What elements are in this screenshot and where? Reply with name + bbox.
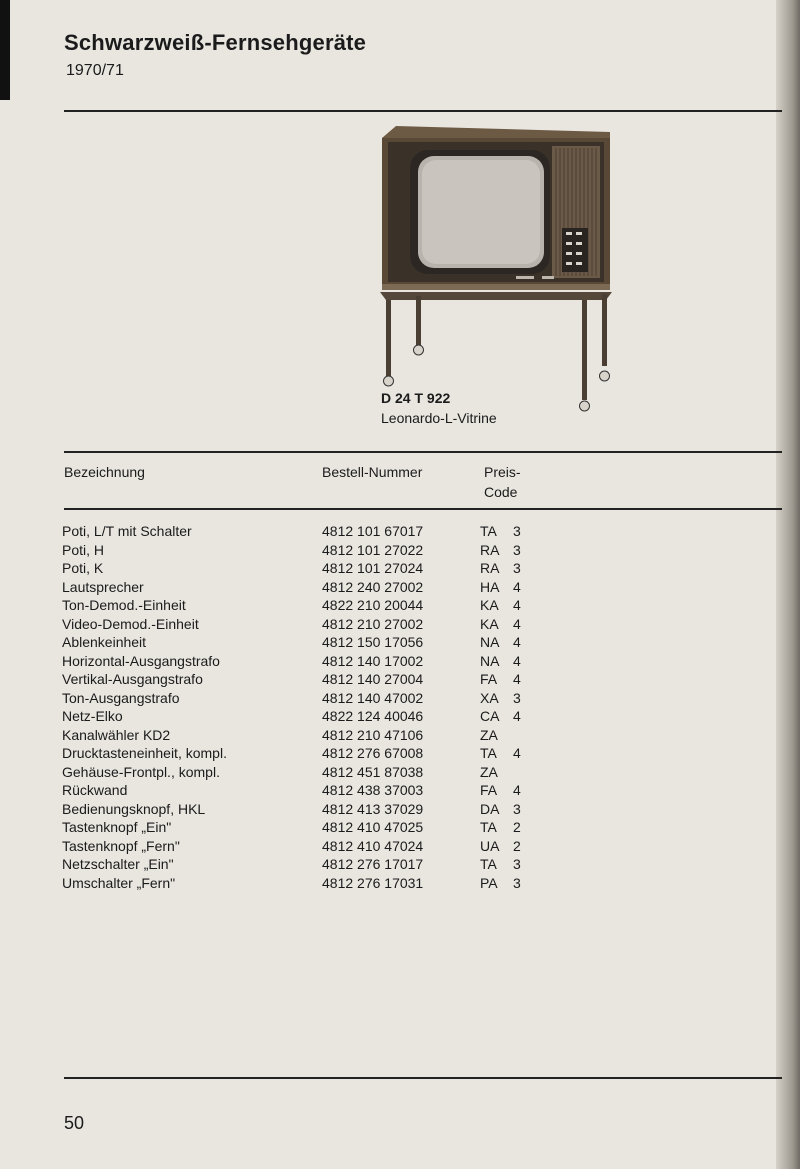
price-level: 3: [513, 689, 521, 706]
part-name: Poti, K: [62, 560, 104, 576]
table-row: [62, 615, 542, 634]
footer-rule: [64, 1077, 782, 1079]
order-number: 4812 413 37029: [322, 800, 424, 817]
price-code: RA: [480, 541, 500, 558]
table-row: [62, 726, 542, 745]
table-row: [62, 633, 542, 652]
part-name: Ton-Demod.-Einheit: [62, 597, 186, 613]
order-number: 4812 101 67017: [322, 523, 424, 539]
column-header-price-code-line2: Code: [484, 484, 518, 500]
price-level: 3: [513, 541, 521, 558]
price-level: 4: [513, 615, 521, 632]
table-row: [62, 652, 542, 671]
price-code: NA: [480, 652, 500, 669]
table-header-rule: [64, 508, 782, 510]
page-edge-shadow: [776, 0, 800, 1169]
part-name: Rückwand: [62, 782, 128, 798]
order-number: 4812 140 27004: [322, 671, 424, 687]
order-number: 4812 240 27002: [322, 578, 424, 595]
order-number: 4812 410 47025: [322, 819, 424, 835]
price-code: XA: [480, 689, 499, 706]
order-number: 4812 410 47024: [322, 837, 424, 854]
order-number: 4812 438 37003: [322, 782, 424, 798]
table-row: [62, 707, 542, 726]
order-number: 4812 140 47002: [322, 689, 424, 706]
television-cabinet-icon: [376, 124, 616, 419]
page-corner-tab: [0, 0, 10, 100]
table-row: [62, 541, 542, 560]
price-level: 3: [513, 874, 521, 891]
order-number: 4812 101 27022: [322, 541, 424, 558]
price-code: PA: [480, 874, 498, 891]
order-number: 4812 276 17017: [322, 856, 424, 872]
part-name: Kanalwähler KD2: [62, 726, 171, 743]
price-level: 4: [513, 745, 521, 761]
column-header-order-number: Bestell-Nummer: [322, 464, 423, 480]
price-code: FA: [480, 671, 498, 687]
part-name: Tastenknopf „Ein": [62, 819, 172, 835]
part-name: Umschalter „Fern": [62, 874, 176, 891]
page-subtitle: 1970/71: [66, 62, 124, 79]
table-row: [62, 578, 542, 597]
table-row: [62, 818, 542, 837]
order-number: 4812 276 67008: [322, 745, 424, 761]
part-name: Gehäuse-Frontpl., kompl.: [62, 763, 220, 780]
price-code: HA: [480, 578, 500, 595]
part-name: Tastenknopf „Fern": [62, 837, 180, 854]
price-code: TA: [480, 523, 497, 539]
price-level: 4: [513, 634, 521, 650]
table-row: [62, 744, 542, 763]
order-number: 4812 150 17056: [322, 634, 424, 650]
price-code: KA: [480, 597, 499, 613]
price-code: NA: [480, 634, 500, 650]
order-number: 4812 451 87038: [322, 763, 424, 780]
header-rule: [64, 110, 782, 112]
part-name: Vertikal-Ausgangstrafo: [62, 671, 203, 687]
column-header-designation: Bezeichnung: [64, 464, 145, 480]
order-number: 4812 210 47106: [322, 726, 424, 743]
table-row: [62, 855, 542, 874]
price-code: FA: [480, 782, 498, 798]
product-model: D 24 T 922: [381, 390, 451, 406]
table-row: [62, 670, 542, 689]
table-row: [62, 800, 542, 819]
price-code: TA: [480, 856, 497, 872]
price-level: 2: [513, 819, 521, 835]
page-number: 50: [64, 1113, 85, 1133]
table-top-rule: [64, 451, 782, 453]
table-row: [62, 781, 542, 800]
part-name: Poti, H: [62, 541, 105, 558]
price-code: CA: [480, 708, 500, 724]
table-row: [62, 763, 542, 782]
table-row: [62, 874, 542, 893]
price-level: 4: [513, 782, 521, 798]
price-code: TA: [480, 745, 497, 761]
order-number: 4812 101 27024: [322, 560, 424, 576]
price-code: KA: [480, 615, 499, 632]
price-level: 2: [513, 837, 521, 854]
part-name: Ablenkeinheit: [62, 634, 147, 650]
order-number: 4812 210 27002: [322, 615, 424, 632]
parts-table-body: [62, 522, 542, 892]
price-level: 4: [513, 708, 521, 724]
price-level: 4: [513, 671, 521, 687]
price-code: TA: [480, 819, 497, 835]
price-level: 4: [513, 578, 521, 595]
part-name: Video-Demod.-Einheit: [62, 615, 199, 632]
price-code: UA: [480, 837, 500, 854]
page-title: Schwarzweiß-Fernsehgeräte: [64, 30, 367, 55]
price-level: 4: [513, 597, 521, 613]
table-row: [62, 559, 542, 578]
table-row: [62, 596, 542, 615]
part-name: Ton-Ausgangstrafo: [62, 689, 180, 706]
price-code: ZA: [480, 763, 498, 780]
price-code: DA: [480, 800, 500, 817]
part-name: Horizontal-Ausgangstrafo: [62, 652, 220, 669]
price-level: 3: [513, 560, 521, 576]
column-header-price-code: [484, 462, 521, 502]
order-number: 4812 140 17002: [322, 652, 424, 669]
price-code: ZA: [480, 726, 498, 743]
part-name: Netz-Elko: [62, 708, 123, 724]
part-name: Poti, L/T mit Schalter: [62, 523, 192, 539]
part-name: Bedienungsknopf, HKL: [62, 800, 206, 817]
price-level: 3: [513, 800, 521, 817]
part-name: Drucktasteneinheit, kompl.: [62, 745, 227, 761]
price-level: 3: [513, 856, 521, 872]
table-row: [62, 689, 542, 708]
part-name: Lautsprecher: [62, 578, 144, 595]
table-row: [62, 522, 542, 541]
order-number: 4812 276 17031: [322, 874, 424, 891]
order-number: 4822 210 20044: [322, 597, 424, 613]
table-row: [62, 837, 542, 856]
price-code: RA: [480, 560, 500, 576]
product-name: Leonardo-L-Vitrine: [381, 410, 497, 426]
column-header-price-code-line1: Preis-: [484, 464, 521, 480]
price-level: 3: [513, 523, 521, 539]
price-level: 4: [513, 652, 521, 669]
order-number: 4822 124 40046: [322, 708, 424, 724]
part-name: Netzschalter „Ein": [62, 856, 174, 872]
